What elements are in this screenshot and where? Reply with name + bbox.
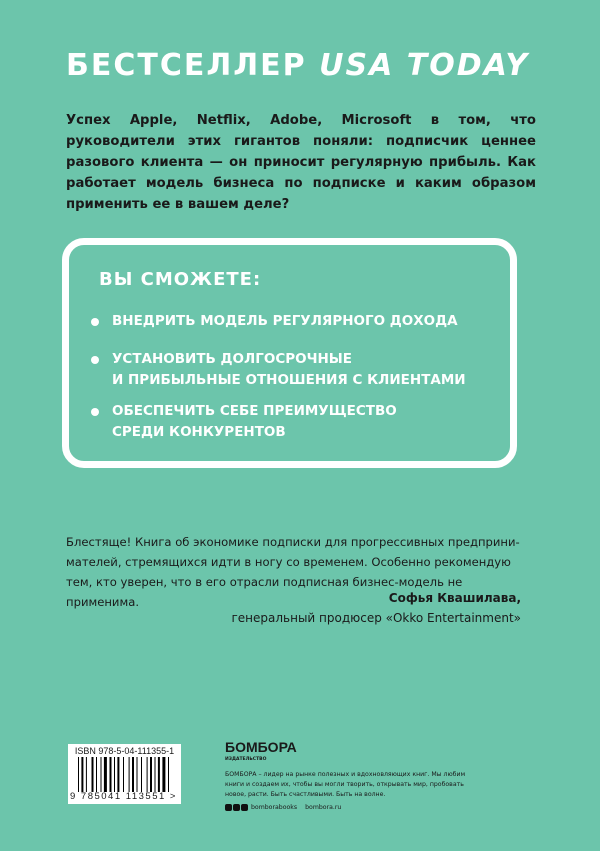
barcode-bar [162, 757, 165, 792]
benefits-heading: ВЫ СМОЖЕТЕ: [99, 269, 262, 290]
benefit-text: ОБЕСПЕЧИТЬ СЕБЕ ПРЕИМУЩЕСТВО СРЕДИ КОНКУРЕНТОВ [112, 403, 397, 440]
barcode-bar [81, 757, 83, 792]
quote-author: Софья Квашилава, [388, 591, 521, 605]
barcode-bar [132, 757, 134, 792]
barcode-bars [78, 757, 172, 792]
barcode-bar [168, 757, 169, 792]
barcode-bar [147, 757, 148, 792]
benefit-item [91, 311, 458, 332]
barcode-bar [117, 757, 119, 792]
barcode-bar [123, 757, 124, 792]
publisher-block [225, 740, 485, 813]
publisher-links [225, 803, 485, 813]
barcode-bar [158, 757, 160, 792]
barcode-bar [78, 757, 79, 792]
publisher-logo: БОМБОРА [225, 739, 297, 755]
benefit-item [91, 349, 466, 391]
barcode-bar [92, 757, 94, 792]
benefit-text: ВНЕДРИТЬ МОДЕЛЬ РЕГУЛЯРНОГО ДОХОДА [112, 313, 458, 329]
barcode-bar [114, 757, 115, 792]
bullet-icon [91, 356, 99, 364]
barcode-bar [141, 757, 142, 792]
bullet-icon [91, 318, 99, 326]
benefit-item [91, 401, 397, 443]
benefit-text: УСТАНОВИТЬ ДОЛГОСРОЧНЫЕ И ПРИБЫЛЬНЫЕ ОТНОШЕНИЯ С КЛИЕНТАМИ [112, 351, 466, 388]
quote-author-role: генеральный продюсер «Okko Entertainment» [231, 611, 521, 625]
isbn-text: ISBN 978-5-04-111355-1 [74, 746, 175, 756]
barcode-bar [86, 757, 87, 792]
quote-attribution [231, 588, 521, 628]
barcode-bar [101, 757, 102, 792]
vk-icon [233, 804, 240, 811]
barcode-bar [155, 757, 156, 792]
benefits-box [62, 238, 517, 468]
barcode [68, 744, 181, 804]
barcode-bar [110, 757, 112, 792]
barcode-bar [104, 757, 107, 792]
cover-headline [66, 48, 529, 83]
headline-prefix: БЕСТСЕЛЛЕР [66, 48, 320, 83]
publisher-logo-subtitle: ИЗДАТЕЛЬСТВО [225, 757, 267, 762]
publisher-description: БОМБОРА – лидер на рынке полезных и вдохновляющих книг. Мы любим книги и создаем их, чтобы вы могли творить, открывать мир, пробовать новое, расти. Быть счастливыми. Быть на волне. [225, 771, 466, 798]
headline-emphasis: USA TODAY [319, 48, 530, 83]
social-handle[interactable]: bomborabooks [251, 804, 298, 811]
barcode-bar [129, 757, 130, 792]
facebook-icon [225, 804, 232, 811]
bullet-icon [91, 408, 99, 416]
barcode-bar [137, 757, 138, 792]
intro-text: Успех Apple, Netflix, Adobe, Microsoft в том, что руководители этих гигантов поняли: подписчик ценнее разового клиента — он приносит регулярную прибыль. Как работает модель бизнеса по подписке и каким образом применить ее в вашем деле? [66, 113, 536, 212]
quote-text: Блестяще! Книга об экономике подписки для прогрессивных предприни-мателей, стремящихся идти в ногу со временем. Особенно рекомендую тем, кто уверен, что в его отрасли подписная бизнес-модель не применима. [66, 535, 520, 609]
barcode-bar [150, 757, 152, 792]
barcode-bar [96, 757, 97, 792]
barcode-number: 9 785041 113551 > [70, 791, 177, 802]
instagram-icon [241, 804, 248, 811]
publisher-site-link[interactable]: bombora.ru [305, 804, 342, 811]
